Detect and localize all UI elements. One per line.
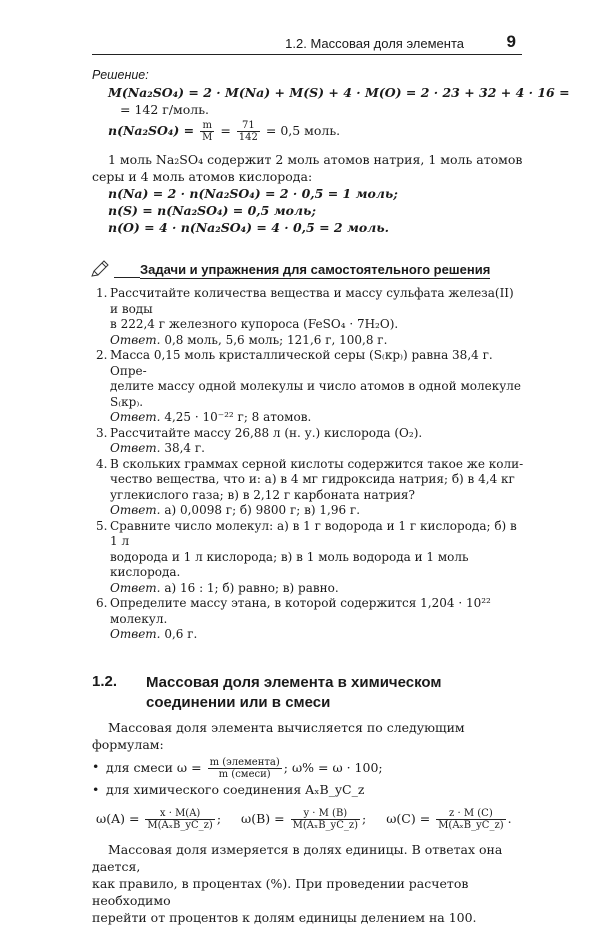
frac-den: M bbox=[202, 132, 213, 143]
frac-den: 142 bbox=[238, 132, 258, 143]
formula-fraction bbox=[436, 808, 505, 831]
task-item bbox=[92, 426, 524, 457]
task-item bbox=[92, 286, 524, 348]
formula-lhs: ω(C) = bbox=[386, 810, 431, 826]
frac-den: M(AₓB_yC_z) bbox=[147, 819, 213, 831]
solution-label: Решение: bbox=[92, 68, 149, 82]
section-title: Массовая доля элемента в химическом соединении или в смеси bbox=[146, 673, 442, 711]
bullet1-tail: ; ω% = ω · 100; bbox=[283, 759, 383, 775]
answer-label: Ответ. bbox=[110, 503, 161, 517]
task-line: углекислого газа; в) в 2,12 г карбоната натрия? bbox=[110, 487, 415, 502]
frac-num: m bbox=[200, 120, 214, 132]
task-number: 2. bbox=[96, 348, 108, 362]
frac-num: x · M(A) bbox=[145, 808, 214, 820]
page-number: 9 bbox=[506, 32, 516, 51]
formula-c: ω(C) = $\frac{z \cdot M (C)}{\text{M(AₓB\_yC\_z)}}$ . bbox=[386, 807, 512, 831]
task-number: 6. bbox=[96, 596, 108, 610]
task-line: В скольких граммах серной кислоты содержится такое же коли- bbox=[110, 456, 524, 471]
task-number: 4. bbox=[96, 456, 108, 471]
formula-a: ω(A) = $\frac{x \cdot M(A)}{\text{M(AₓB\_yC\_z)}}$ ; bbox=[96, 807, 222, 831]
answer-label: Ответ. bbox=[110, 441, 161, 455]
task-number: 3. bbox=[96, 425, 108, 440]
page-content bbox=[92, 68, 570, 926]
closing-line: как правило, в процентах (%). При проведении расчетов необходимо bbox=[92, 875, 469, 908]
frac-num: z · M (C) bbox=[436, 808, 505, 820]
formula-fraction bbox=[145, 808, 214, 831]
result-na: n(Na) = 2 · n(Na₂SO₄) = 2 · 0,5 = 1 моль; bbox=[108, 186, 398, 201]
frac-num: 71 bbox=[237, 120, 260, 132]
task-line: Рассчитайте массу 26,88 л (н. у.) кислорода (O₂). bbox=[110, 425, 423, 440]
frac-num: y · M (B) bbox=[291, 808, 360, 820]
formula-fraction bbox=[291, 808, 360, 831]
n-line-rhs: = 0,5 моль. bbox=[265, 123, 341, 138]
header-section-title: 1.2. Массовая доля элемента bbox=[285, 36, 464, 51]
tasks-heading bbox=[92, 260, 524, 280]
task-item bbox=[92, 457, 524, 519]
answer-label: Ответ. bbox=[110, 332, 161, 347]
tasks-title: Задачи и упражнения для самостоятельного решения bbox=[140, 262, 491, 277]
bullet-compound: • для химического соединения AₓB_yC_z bbox=[92, 780, 524, 800]
solution-line-2: = 142 г/моль. bbox=[120, 102, 210, 117]
task-line: Рассчитайте количества вещества и массу сульфата железа(II) и воды bbox=[110, 286, 514, 316]
task-answer bbox=[110, 627, 524, 643]
result-o: n(O) = 4 · n(Na₂SO₄) = 4 · 0,5 = 2 моль. bbox=[108, 220, 389, 235]
task-answer bbox=[110, 581, 524, 597]
fraction-mixture bbox=[208, 757, 282, 780]
answer-label: Ответ. bbox=[110, 627, 161, 641]
n-line-lhs: n(Na₂SO₄) = bbox=[108, 123, 195, 138]
task-line: водорода и 1 л кислорода; в) в 1 моль водорода и 1 моль кислорода. bbox=[110, 549, 469, 579]
formula-lhs: ω(B) = bbox=[241, 810, 285, 826]
result-s: n(S) = n(Na₂SO₄) = 0,5 моль; bbox=[108, 203, 316, 218]
fraction-m-over-M bbox=[200, 120, 214, 143]
answer-text: 0,6 г. bbox=[164, 627, 198, 641]
task-item bbox=[92, 519, 524, 597]
frac-num: m (элемента) bbox=[209, 756, 280, 768]
header-rule bbox=[92, 54, 522, 55]
task-answer bbox=[110, 441, 524, 457]
formula-lhs: ω(A) = bbox=[96, 810, 140, 826]
task-line: чество вещества, что и: а) в 4 мг гидроксида натрия; б) в 4,4 кг bbox=[110, 472, 515, 486]
task-line: S₍кр₎. bbox=[110, 394, 144, 409]
answer-text: 4,25 · 10⁻²² г; 8 атомов. bbox=[164, 410, 312, 424]
tasks-rule bbox=[114, 277, 140, 278]
answer-label: Ответ. bbox=[110, 580, 161, 595]
task-line: Определите массу этана, в которой содержится 1,204 · 10²² молекул. bbox=[110, 596, 491, 626]
closing-paragraph bbox=[92, 841, 524, 926]
solution-n-line: n(Na₂SO₄) = $\frac{m}{M}$ = $\frac{71}{142}$ = 0,5 моль. bbox=[108, 120, 341, 143]
section-heading bbox=[92, 673, 524, 715]
section-number: 1.2. bbox=[92, 672, 118, 690]
closing-line: перейти от процентов к долям единицы делением на 100. bbox=[92, 909, 477, 925]
task-answer bbox=[110, 503, 524, 519]
task-line: Масса 0,15 моль кристаллической серы (S₍кр₎) равна 38,4 г. Опре- bbox=[110, 348, 493, 378]
task-item bbox=[92, 596, 524, 643]
bullet-mixture bbox=[92, 757, 524, 780]
frac-den: M(AₓB_yC_z) bbox=[292, 819, 359, 831]
task-line: делите массу одной молекулы и число атомов в одной молекуле bbox=[110, 379, 522, 393]
fraction-71-over-142 bbox=[237, 120, 260, 143]
solution-paragraph bbox=[92, 151, 524, 185]
formulas-row bbox=[92, 808, 524, 831]
bullet1-text: для смеси ω = bbox=[106, 759, 202, 775]
task-number: 5. bbox=[96, 518, 108, 533]
answer-text: 0,8 моль, 5,6 моль; 121,6 г, 100,8 г. bbox=[164, 332, 388, 347]
answer-label: Ответ. bbox=[110, 410, 161, 424]
answer-text: а) 0,0098 г; б) 9800 г; в) 1,96 г. bbox=[164, 503, 361, 517]
para-line-1: 1 моль Na₂SO₄ содержит 2 моль атомов натрия, 1 моль атомов bbox=[108, 152, 523, 167]
task-line: в 222,4 г железного купороса (FeSO₄ · 7H₂O). bbox=[110, 317, 399, 331]
answer-text: 38,4 г. bbox=[164, 441, 205, 455]
frac-den: M(AₓB_yC_z) bbox=[438, 819, 504, 831]
task-number: 1. bbox=[96, 286, 108, 300]
tasks-list bbox=[92, 286, 524, 643]
running-header bbox=[92, 30, 522, 56]
answer-text: а) 16 : 1; б) равно; в) равно. bbox=[164, 580, 339, 595]
pencil-icon bbox=[90, 260, 110, 282]
frac-den: m (смеси) bbox=[218, 768, 271, 780]
task-line: Сравните число молекул: а) в 1 г водорода и 1 г кислорода; б) в 1 л bbox=[110, 518, 517, 548]
closing-line: Массовая доля измеряется в долях единицы. В ответах она дается, bbox=[92, 841, 503, 874]
formula-b: ω(B) = $\frac{y \cdot M (B)}{\text{M(AₓB\_yC\_z)}}$ ; bbox=[241, 807, 367, 831]
solution-line-1: M(Na₂SO₄) = 2 · M(Na) + M(S) + 4 · M(O) = 2 · 23 + 32 + 4 · 16 = bbox=[108, 85, 570, 100]
task-item bbox=[92, 348, 524, 426]
section-intro: Массовая доля элемента вычисляется по следующим формулам: bbox=[92, 719, 465, 752]
para-line-2: серы и 4 моль атомов кислорода: bbox=[92, 169, 313, 184]
task-answer bbox=[110, 333, 524, 349]
task-answer bbox=[110, 410, 524, 426]
